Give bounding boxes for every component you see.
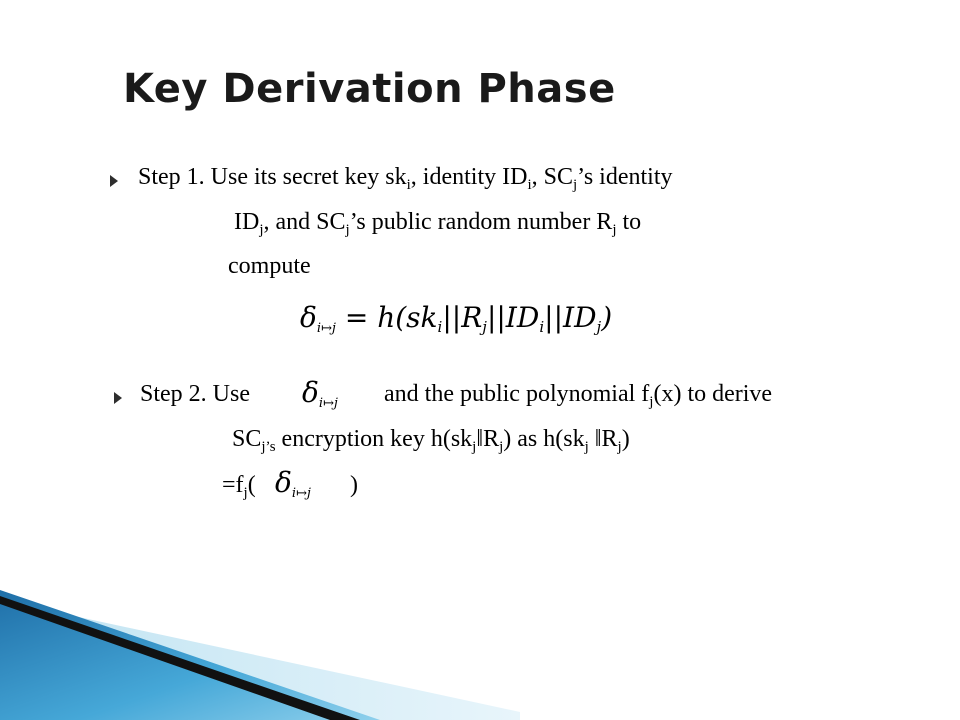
step2-text: (x) to derive bbox=[653, 381, 773, 407]
step2-text: =f bbox=[222, 472, 244, 498]
subscript: i bbox=[406, 177, 411, 193]
step2-text: ‖R bbox=[588, 426, 618, 452]
subscript: j bbox=[259, 222, 264, 238]
subscript: i↦j bbox=[316, 321, 336, 336]
corner-decoration bbox=[0, 590, 520, 720]
step2-line1-a: Step 2. Use bbox=[140, 381, 250, 407]
delta-symbol: δ bbox=[302, 376, 319, 409]
step2-line3-delta bbox=[275, 466, 311, 499]
subscript: i↦j bbox=[318, 396, 338, 411]
step2-line3-c: ) bbox=[350, 472, 358, 498]
subscript: i bbox=[539, 318, 545, 336]
step2-text: ) as h(sk bbox=[503, 426, 585, 452]
step2-line1-b bbox=[384, 381, 772, 408]
subscript: j bbox=[612, 222, 617, 238]
step2-text: ( bbox=[247, 472, 256, 498]
step2-text: encryption key h(sk bbox=[275, 426, 473, 452]
step2-text: ) bbox=[621, 426, 630, 452]
subscript: j bbox=[499, 439, 504, 455]
formula-part: ||ID bbox=[486, 301, 540, 334]
subscript: j bbox=[472, 439, 477, 455]
subscript: i bbox=[437, 318, 443, 336]
subscript: j bbox=[243, 485, 248, 501]
subscript: j bbox=[572, 177, 578, 193]
step1-line1 bbox=[138, 164, 673, 191]
bullet-arrow-icon bbox=[114, 392, 122, 404]
step2-text: SC bbox=[232, 426, 262, 452]
subscript: i↦j bbox=[291, 486, 311, 501]
step2-text: ‖R bbox=[476, 426, 500, 452]
step1-text: ’s identity bbox=[577, 164, 673, 190]
formula-part: ||ID bbox=[544, 301, 597, 334]
step1-text: Step 1. Use its secret key sk bbox=[138, 164, 407, 190]
formula-part: = h(sk bbox=[344, 301, 438, 334]
subscript: j’s bbox=[261, 439, 276, 455]
step1-text: , SC bbox=[531, 164, 573, 190]
subscript: j bbox=[596, 318, 602, 336]
subscript: i bbox=[527, 177, 532, 193]
step1-text: , and SC bbox=[263, 209, 346, 235]
subscript: j bbox=[649, 394, 654, 410]
delta-symbol: δ bbox=[300, 301, 317, 334]
step1-line2 bbox=[234, 209, 641, 236]
step2-text: and the public polynomial f bbox=[384, 381, 650, 407]
step1-line3: compute bbox=[228, 253, 311, 279]
step2-line2 bbox=[232, 426, 630, 453]
step1-text: ID bbox=[234, 209, 260, 235]
subscript: j bbox=[482, 318, 487, 336]
subscript: j bbox=[617, 439, 622, 455]
formula-part: ||R bbox=[442, 301, 483, 334]
step1-text: ’s public random number R bbox=[349, 209, 613, 235]
step1-text: to bbox=[616, 209, 642, 235]
step1-formula bbox=[300, 301, 612, 334]
slide-title: Key Derivation Phase bbox=[123, 66, 616, 112]
step2-line3-a bbox=[222, 472, 256, 499]
subscript: j bbox=[584, 439, 589, 455]
formula-part: ) bbox=[601, 301, 613, 334]
decoration-blue-wedge bbox=[0, 590, 380, 720]
delta-symbol: δ bbox=[275, 466, 292, 499]
step1-text: , identity ID bbox=[410, 164, 528, 190]
subscript: j bbox=[345, 222, 350, 238]
step2-delta bbox=[302, 376, 338, 409]
bullet-arrow-icon bbox=[110, 175, 118, 187]
